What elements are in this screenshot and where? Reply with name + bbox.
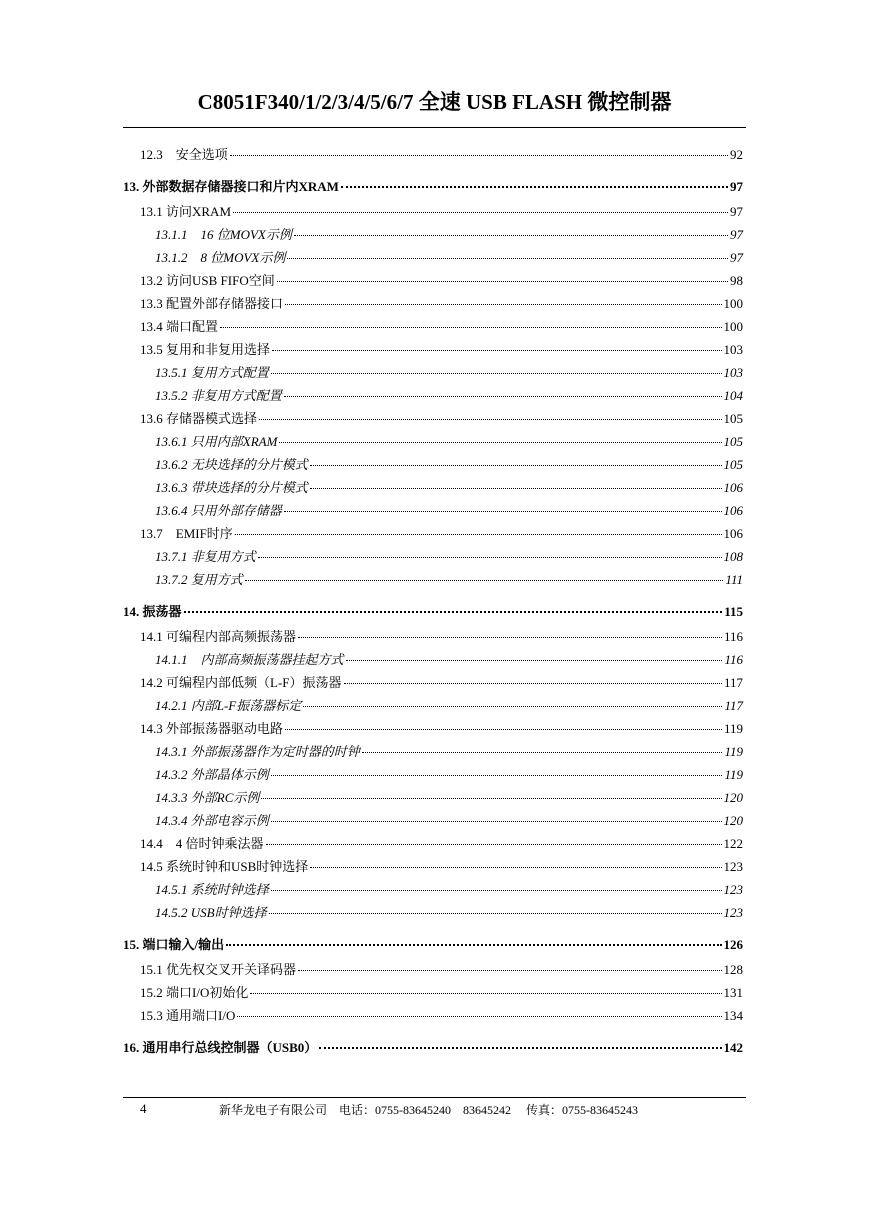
toc-entry[interactable] [123, 833, 743, 856]
toc-entry-label: 13.7.1 非复用方式 [155, 549, 256, 564]
toc-entry-label: 14.3.2 外部晶体示例 [155, 767, 269, 782]
toc-entry-label: 15.3 通用端口I/O [140, 1008, 236, 1023]
toc-entry[interactable] [123, 316, 743, 339]
toc-entry[interactable] [123, 856, 743, 879]
toc-entry-page: 116 [723, 629, 743, 644]
toc-entry[interactable] [123, 787, 743, 810]
toc-dot-leader [285, 729, 722, 730]
toc-entry-page: 111 [725, 572, 743, 587]
toc-dot-leader [261, 798, 721, 799]
toc-dot-leader [341, 186, 728, 188]
toc-entry[interactable] [123, 144, 743, 167]
toc-entry[interactable] [123, 695, 743, 718]
toc-entry-page: 131 [723, 985, 743, 1000]
toc-entry-label: 13.1.1 16 位MOVX示例 [155, 227, 292, 242]
toc-entry-page: 123 [723, 859, 743, 874]
toc-dot-leader [310, 465, 722, 466]
toc-entry-page: 97 [730, 179, 743, 194]
toc-entry[interactable] [123, 959, 743, 982]
toc-dot-leader [310, 488, 722, 489]
page-title: C8051F340/1/2/3/4/5/6/7 全速 USB FLASH 微控制器 [197, 90, 672, 114]
toc-dot-leader [362, 752, 723, 753]
toc-entry-page: 126 [723, 937, 743, 952]
toc-entry[interactable] [123, 362, 743, 385]
toc-entry-label: 13.5.2 非复用方式配置 [155, 388, 282, 403]
toc-entry[interactable] [123, 500, 743, 523]
toc-entry-label: 16. 通用串行总线控制器（USB0） [123, 1040, 318, 1055]
toc-entry[interactable] [123, 879, 743, 902]
toc-dot-leader [184, 611, 723, 613]
toc-dot-leader [250, 993, 721, 994]
toc-entry[interactable] [123, 201, 743, 224]
toc-entry-label: 13.5 复用和非复用选择 [140, 342, 271, 357]
toc-entry-label: 13.5.1 复用方式配置 [155, 365, 269, 380]
toc-dot-leader [271, 821, 722, 822]
toc-dot-leader [271, 373, 722, 374]
toc-entry[interactable] [123, 454, 743, 477]
toc-entry[interactable] [123, 477, 743, 500]
toc-entry-label: 14.3.3 外部RC示例 [155, 790, 260, 805]
toc-entry-page: 103 [723, 342, 743, 357]
toc-entry[interactable] [123, 764, 743, 787]
toc-entry-page: 92 [730, 147, 743, 162]
toc-entry-page: 97 [730, 204, 743, 219]
toc-dot-leader [259, 419, 721, 420]
toc-entry-label: 14.1 可编程内部高频振荡器 [140, 629, 297, 644]
toc-dot-leader [271, 890, 722, 891]
toc-entry-label: 14.5.1 系统时钟选择 [155, 882, 269, 897]
toc-entry-label: 15.1 优先权交叉开关译码器 [140, 962, 297, 977]
table-of-contents [123, 144, 743, 1062]
toc-entry-label: 14.3 外部振荡器驱动电路 [140, 721, 284, 736]
toc-entry-page: 119 [724, 767, 743, 782]
toc-entry-page: 117 [723, 675, 743, 690]
toc-entry-label: 12.3 安全选项 [140, 147, 228, 162]
toc-entry[interactable] [123, 672, 743, 695]
toc-dot-leader [266, 844, 722, 845]
toc-dot-leader [277, 281, 728, 282]
toc-dot-leader [226, 944, 721, 946]
toc-entry-page: 142 [723, 1040, 743, 1055]
toc-entry[interactable] [123, 431, 743, 454]
toc-entry-page: 106 [723, 480, 743, 495]
toc-entry-page: 105 [723, 457, 743, 472]
toc-entry-label: 13.3 配置外部存储器接口 [140, 296, 284, 311]
toc-entry-page: 128 [723, 962, 743, 977]
toc-entry-page: 122 [723, 836, 743, 851]
toc-entry-page: 106 [723, 503, 743, 518]
toc-entry[interactable] [123, 902, 743, 925]
toc-dot-leader [258, 557, 722, 558]
toc-entry[interactable] [123, 649, 743, 672]
toc-dot-leader [346, 660, 723, 661]
toc-entry[interactable] [123, 718, 743, 741]
toc-entry-page: 98 [730, 273, 743, 288]
toc-dot-leader [310, 867, 721, 868]
toc-entry-label: 13.7 EMIF时序 [140, 526, 233, 541]
toc-entry-label: 13.6.3 带块选择的分片模式 [155, 480, 308, 495]
toc-dot-leader [287, 258, 728, 259]
toc-entry-label: 14.5 系统时钟和USB时钟选择 [140, 859, 309, 874]
toc-entry-page: 119 [724, 744, 743, 759]
toc-entry-page: 134 [723, 1008, 743, 1023]
page-number: 4 [140, 1101, 147, 1116]
toc-entry[interactable] [123, 934, 743, 959]
toc-entry[interactable] [123, 247, 743, 270]
toc-entry-page: 105 [723, 434, 743, 449]
toc-dot-leader [298, 637, 722, 638]
toc-entry[interactable] [123, 1037, 743, 1062]
toc-entry-page: 97 [730, 250, 743, 265]
toc-entry-label: 13. 外部数据存储器接口和片内XRAM [123, 179, 339, 194]
toc-entry-label: 14.3.4 外部电容示例 [155, 813, 269, 828]
toc-entry-label: 14.5.2 USB时钟选择 [155, 905, 267, 920]
toc-entry-label: 13.4 端口配置 [140, 319, 219, 334]
toc-entry-page: 100 [723, 319, 743, 334]
toc-entry-page: 104 [723, 388, 743, 403]
toc-entry-page: 120 [723, 790, 743, 805]
toc-entry-page: 119 [723, 721, 743, 736]
toc-entry[interactable] [123, 626, 743, 649]
toc-entry[interactable] [123, 1005, 743, 1028]
toc-entry[interactable] [123, 339, 743, 362]
toc-entry-label: 13.1.2 8 位MOVX示例 [155, 250, 286, 265]
toc-dot-leader [271, 775, 723, 776]
toc-dot-leader [235, 534, 722, 535]
toc-entry[interactable] [123, 385, 743, 408]
toc-dot-leader [284, 511, 722, 512]
toc-dot-leader [272, 350, 721, 351]
footer-divider [123, 1097, 746, 1098]
toc-entry-page: 100 [723, 296, 743, 311]
toc-entry-label: 13.6 存储器模式选择 [140, 411, 258, 426]
toc-entry-page: 115 [724, 604, 743, 619]
toc-entry[interactable] [123, 569, 743, 592]
toc-dot-leader [344, 683, 722, 684]
toc-entry[interactable] [123, 224, 743, 247]
toc-entry-label: 14.1.1 内部高频振荡器挂起方式 [155, 652, 344, 667]
toc-dot-leader [220, 327, 721, 328]
toc-dot-leader [279, 442, 721, 443]
toc-entry[interactable] [123, 982, 743, 1005]
toc-entry-label: 13.6.2 无块选择的分片模式 [155, 457, 308, 472]
toc-dot-leader [237, 1016, 721, 1017]
toc-dot-leader [285, 304, 721, 305]
toc-entry-page: 97 [730, 227, 743, 242]
toc-dot-leader [294, 235, 728, 236]
toc-entry-label: 13.6.4 只用外部存储器 [155, 503, 282, 518]
toc-entry-page: 105 [723, 411, 743, 426]
toc-entry-page: 116 [724, 652, 743, 667]
toc-entry-label: 13.6.1 只用内部XRAM [155, 434, 278, 449]
toc-entry-page: 123 [723, 882, 743, 897]
toc-entry-label: 14.2 可编程内部低频（L-F）振荡器 [140, 675, 342, 690]
toc-entry[interactable] [123, 546, 743, 569]
toc-entry[interactable] [123, 270, 743, 293]
toc-entry-label: 15.2 端口I/O初始化 [140, 985, 249, 1000]
toc-entry-page: 117 [724, 698, 743, 713]
toc-dot-leader [298, 970, 721, 971]
toc-dot-leader [303, 706, 722, 707]
toc-entry-label: 14.3.1 外部振荡器作为定时器的时钟 [155, 744, 360, 759]
toc-entry-label: 14. 振荡器 [123, 604, 182, 619]
toc-entry-page: 103 [723, 365, 743, 380]
toc-entry-label: 14.4 4 倍时钟乘法器 [140, 836, 264, 851]
toc-dot-leader [319, 1047, 721, 1049]
toc-entry-label: 13.2 访问USB FIFO空间 [140, 273, 275, 288]
toc-entry-label: 13.7.2 复用方式 [155, 572, 243, 587]
toc-dot-leader [284, 396, 722, 397]
toc-entry-label: 14.2.1 内部L-F振荡器标定 [155, 698, 302, 713]
toc-entry-page: 106 [723, 526, 743, 541]
toc-entry[interactable] [123, 523, 743, 546]
toc-dot-leader [245, 580, 724, 581]
toc-entry[interactable] [123, 408, 743, 431]
company-contact-info: 新华龙电子有限公司 电话：0755-83645240 83645242 传真：0755-83645243 [219, 1103, 638, 1117]
toc-entry[interactable] [123, 176, 743, 201]
toc-entry[interactable] [123, 810, 743, 833]
toc-entry[interactable] [123, 741, 743, 764]
toc-dot-leader [269, 913, 722, 914]
toc-entry-page: 120 [723, 813, 743, 828]
toc-entry-page: 123 [723, 905, 743, 920]
toc-dot-leader [230, 155, 728, 156]
toc-dot-leader [233, 212, 728, 213]
header-divider [123, 127, 746, 128]
toc-entry-page: 108 [723, 549, 743, 564]
toc-entry-label: 15. 端口输入/输出 [123, 937, 225, 952]
toc-entry[interactable] [123, 293, 743, 316]
toc-entry[interactable] [123, 601, 743, 626]
toc-entry-label: 13.1 访问XRAM [140, 204, 232, 219]
